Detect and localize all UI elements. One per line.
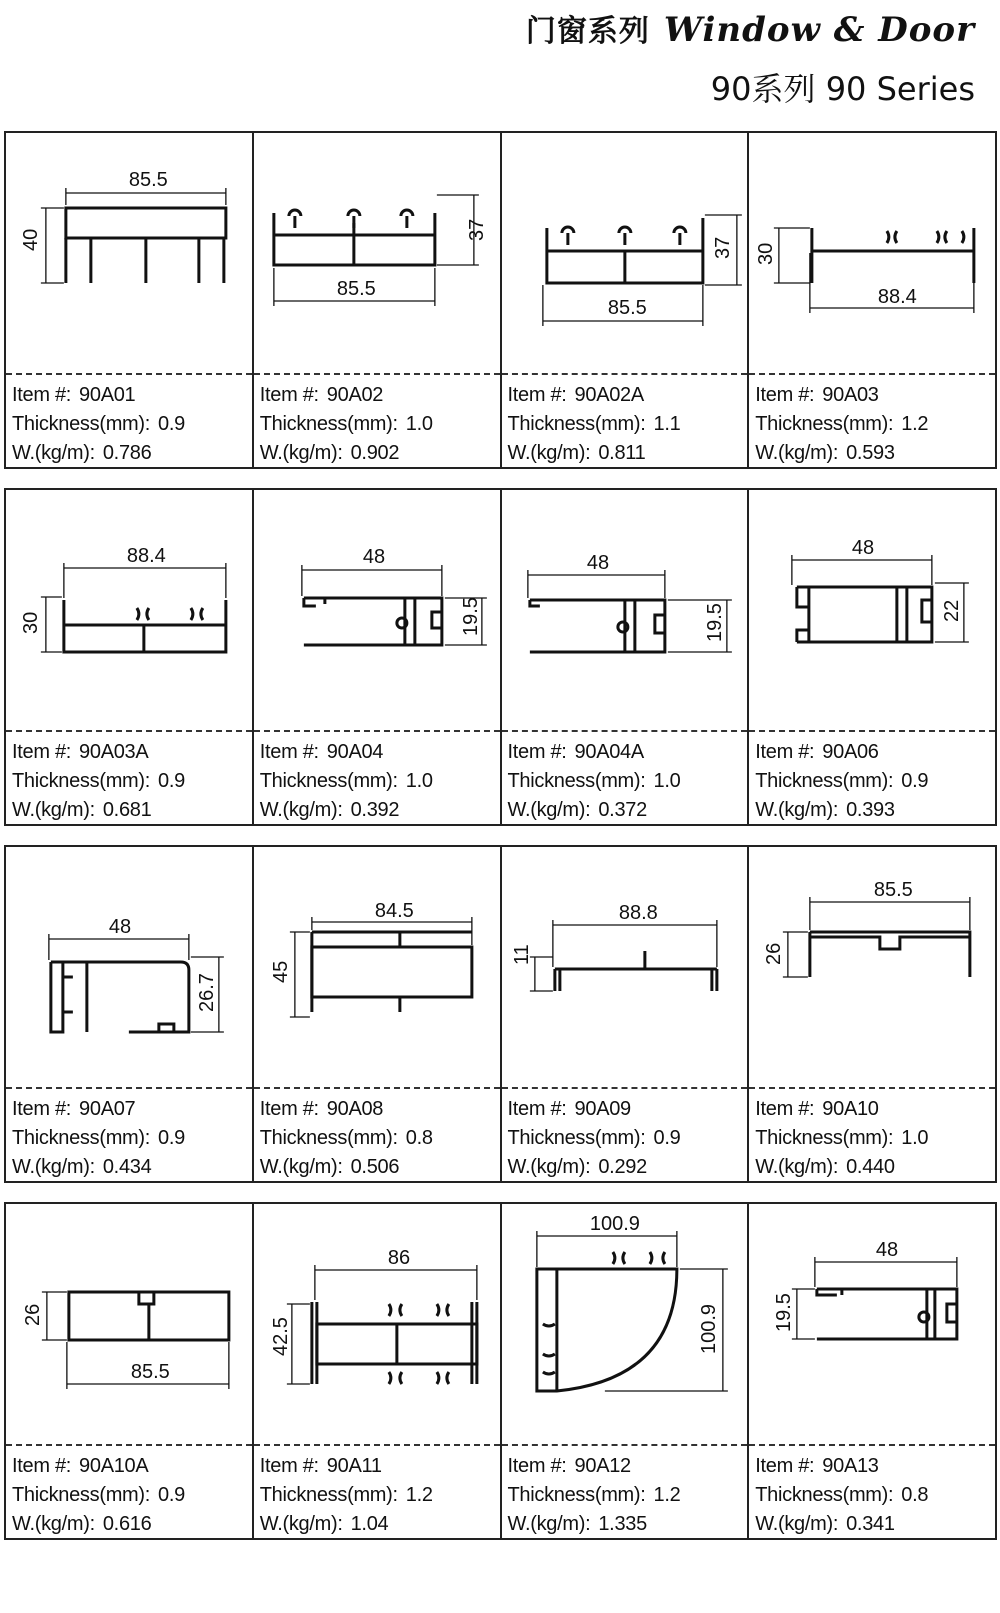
thickness-label: Thickness(mm): — [507, 1127, 646, 1149]
item-label: Item #: — [259, 741, 319, 763]
item-info — [260, 381, 433, 468]
item-number: 90A02 — [326, 384, 384, 406]
dimension-height: 30 — [19, 611, 42, 634]
item-number: 90A11 — [326, 1455, 382, 1477]
weight-value: 0.681 — [102, 799, 152, 821]
item-number: 90A09 — [574, 1098, 631, 1120]
catalog-cell — [749, 847, 995, 1181]
divider — [749, 1087, 995, 1089]
divider — [749, 373, 995, 375]
catalog-cell — [254, 847, 502, 1181]
dimension-height: 19.5 — [703, 603, 726, 642]
weight-label: W.(kg/m): — [507, 1513, 591, 1535]
dimension-width: 85.5 — [874, 879, 914, 901]
item-number: 90A10 — [822, 1098, 879, 1120]
weight-value: 0.292 — [598, 1156, 647, 1178]
profile-drawing — [749, 847, 995, 1087]
weight-label: W.(kg/m): — [755, 1513, 839, 1535]
weight-value: 0.434 — [102, 1156, 152, 1178]
dimension-width: 48 — [586, 552, 609, 574]
thickness-label: Thickness(mm): — [507, 413, 646, 435]
item-number: 90A03 — [822, 384, 879, 406]
divider — [6, 373, 252, 375]
profile-drawing — [6, 133, 252, 373]
dimension-width: 85.5 — [336, 278, 376, 300]
item-number: 90A07 — [79, 1098, 136, 1120]
item-number: 90A13 — [822, 1455, 879, 1477]
catalog-cell — [749, 1204, 995, 1538]
thickness-label: Thickness(mm): — [12, 413, 151, 435]
weight-value: 1.04 — [350, 1513, 389, 1535]
thickness-label: Thickness(mm): — [12, 1127, 151, 1149]
dimension-width: 48 — [362, 546, 385, 568]
catalog-cell — [502, 490, 750, 824]
item-label: Item #: — [12, 384, 72, 406]
weight-label: W.(kg/m): — [259, 442, 343, 464]
dimension-width: 48 — [852, 537, 875, 559]
item-label: Item #: — [507, 1098, 567, 1120]
catalog-cell — [6, 847, 254, 1181]
thickness-value: 1.2 — [901, 413, 929, 435]
profile-drawing — [6, 1204, 252, 1444]
dimension-width: 84.5 — [374, 900, 414, 922]
thickness-value: 1.2 — [405, 1484, 433, 1506]
item-label: Item #: — [12, 741, 72, 763]
divider — [502, 1087, 748, 1089]
weight-value: 0.593 — [846, 442, 895, 464]
profile-drawing — [502, 1204, 748, 1444]
thickness-value: 0.9 — [158, 1484, 185, 1506]
item-label: Item #: — [12, 1455, 72, 1477]
thickness-label: Thickness(mm): — [755, 770, 894, 792]
weight-label: W.(kg/m): — [12, 1156, 95, 1178]
item-number: 90A02A — [574, 384, 644, 406]
dimension-width: 88.8 — [618, 902, 658, 924]
weight-value: 0.506 — [350, 1156, 400, 1178]
dimension-width: 100.9 — [589, 1213, 640, 1235]
weight-value: 1.335 — [598, 1513, 647, 1535]
thickness-value: 1.0 — [405, 413, 433, 435]
dimension-height: 37 — [465, 218, 488, 241]
dimension-width: 48 — [876, 1239, 899, 1261]
item-label: Item #: — [755, 1098, 815, 1120]
catalog-cell — [749, 133, 995, 467]
item-label: Item #: — [755, 384, 815, 406]
divider — [254, 1087, 500, 1089]
catalog-row-4 — [4, 1202, 997, 1540]
item-label: Item #: — [259, 1098, 319, 1120]
weight-label: W.(kg/m): — [507, 1156, 591, 1178]
thickness-value: 0.9 — [901, 770, 929, 792]
divider — [749, 1444, 995, 1446]
divider — [749, 730, 995, 732]
catalog-row-3 — [4, 845, 997, 1183]
item-info — [260, 1095, 433, 1182]
item-info — [260, 1452, 433, 1539]
profile-drawing — [502, 490, 748, 730]
weight-value: 0.393 — [846, 799, 895, 821]
item-number: 90A04 — [326, 741, 384, 763]
item-label: Item #: — [507, 384, 567, 406]
item-info — [508, 738, 681, 825]
dimension-height: 19.5 — [773, 1293, 796, 1332]
profile-drawing — [254, 1204, 500, 1444]
item-info — [755, 381, 928, 468]
item-number: 90A03A — [79, 741, 149, 763]
weight-label: W.(kg/m): — [12, 799, 95, 821]
item-number: 90A06 — [822, 741, 879, 763]
thickness-value: 0.9 — [653, 1127, 681, 1149]
weight-label: W.(kg/m): — [507, 799, 591, 821]
thickness-value: 1.0 — [653, 770, 681, 792]
item-number: 90A08 — [326, 1098, 384, 1120]
divider — [254, 1444, 500, 1446]
item-label: Item #: — [259, 384, 319, 406]
dimension-height: 37 — [711, 236, 734, 259]
divider — [6, 1444, 252, 1446]
weight-value: 0.440 — [846, 1156, 895, 1178]
weight-label: W.(kg/m): — [12, 442, 95, 464]
page-subtitle: 90系列 90 Series — [710, 70, 975, 108]
catalog-cell — [502, 133, 750, 467]
thickness-label: Thickness(mm): — [507, 770, 646, 792]
weight-value: 0.392 — [350, 799, 400, 821]
profile-drawing — [749, 1204, 995, 1444]
catalog-cell — [254, 133, 502, 467]
profile-drawing — [254, 847, 500, 1087]
catalog-row-2 — [4, 488, 997, 826]
weight-value: 0.811 — [598, 442, 646, 464]
thickness-value: 0.8 — [405, 1127, 433, 1149]
dimension-height: 19.5 — [459, 597, 482, 636]
thickness-label: Thickness(mm): — [12, 1484, 151, 1506]
dimension-width: 48 — [108, 916, 132, 938]
divider — [6, 730, 252, 732]
item-number: 90A04A — [574, 741, 644, 763]
dimension-width: 85.5 — [128, 169, 168, 191]
catalog-cell — [6, 490, 254, 824]
thickness-value: 1.0 — [405, 770, 433, 792]
catalog-cell — [254, 1204, 502, 1538]
catalog-cell — [749, 490, 995, 824]
dimension-height: 42.5 — [269, 1317, 292, 1356]
thickness-label: Thickness(mm): — [755, 413, 894, 435]
dimension-height: 26 — [763, 942, 786, 965]
item-label: Item #: — [755, 741, 815, 763]
dimension-height: 11 — [510, 944, 533, 965]
thickness-label: Thickness(mm): — [507, 1484, 646, 1506]
thickness-label: Thickness(mm): — [259, 1484, 398, 1506]
dimension-height: 40 — [19, 228, 42, 251]
profile-drawing — [6, 847, 252, 1087]
weight-label: W.(kg/m): — [259, 1513, 343, 1535]
weight-value: 0.341 — [846, 1513, 895, 1535]
weight-label: W.(kg/m): — [755, 442, 839, 464]
item-info — [755, 1452, 928, 1539]
dimension-width: 86 — [387, 1247, 410, 1269]
thickness-label: Thickness(mm): — [12, 770, 151, 792]
catalog-cell — [6, 1204, 254, 1538]
item-info — [508, 1452, 681, 1539]
dimension-height: 45 — [269, 960, 292, 983]
item-info — [260, 738, 433, 825]
weight-value: 0.902 — [350, 442, 400, 464]
thickness-value: 0.9 — [158, 770, 185, 792]
item-info — [755, 738, 928, 825]
divider — [502, 1444, 748, 1446]
catalog-cell — [502, 1204, 750, 1538]
thickness-value: 0.9 — [158, 1127, 185, 1149]
dimension-height: 30 — [755, 242, 778, 265]
item-info — [755, 1095, 928, 1182]
item-info — [508, 381, 681, 468]
thickness-label: Thickness(mm): — [755, 1484, 894, 1506]
thickness-value: 0.9 — [158, 413, 185, 435]
catalog-cell — [6, 133, 254, 467]
weight-label: W.(kg/m): — [259, 1156, 343, 1178]
divider — [254, 730, 500, 732]
dimension-width: 85.5 — [607, 297, 647, 319]
dimension-width: 85.5 — [130, 1361, 170, 1383]
dimension-height: 26 — [21, 1303, 44, 1326]
thickness-label: Thickness(mm): — [259, 413, 398, 435]
profile-drawing — [254, 490, 500, 730]
weight-label: W.(kg/m): — [507, 442, 591, 464]
profile-drawing — [6, 490, 252, 730]
thickness-label: Thickness(mm): — [259, 770, 398, 792]
item-info — [12, 1452, 185, 1539]
divider — [6, 1087, 252, 1089]
thickness-label: Thickness(mm): — [259, 1127, 398, 1149]
catalog-cell — [254, 490, 502, 824]
item-number: 90A01 — [79, 384, 136, 406]
item-label: Item #: — [259, 1455, 319, 1477]
weight-label: W.(kg/m): — [259, 799, 343, 821]
weight-label: W.(kg/m): — [755, 799, 839, 821]
weight-label: W.(kg/m): — [755, 1156, 839, 1178]
item-label: Item #: — [507, 741, 567, 763]
thickness-label: Thickness(mm): — [755, 1127, 894, 1149]
catalog-row-1 — [4, 131, 997, 469]
item-info — [508, 1095, 681, 1182]
profile-drawing — [502, 133, 748, 373]
catalog-cell — [502, 847, 750, 1181]
thickness-value: 1.1 — [653, 413, 681, 435]
thickness-value: 1.2 — [653, 1484, 681, 1506]
profile-drawing — [749, 490, 995, 730]
weight-label: W.(kg/m): — [12, 1513, 95, 1535]
item-info — [12, 1095, 185, 1182]
page-title — [526, 6, 975, 50]
weight-value: 0.372 — [598, 799, 647, 821]
profile-drawing — [502, 847, 748, 1087]
dimension-height: 26.7 — [195, 973, 218, 1012]
profile-drawing — [254, 133, 500, 373]
item-info — [12, 738, 185, 825]
item-label: Item #: — [507, 1455, 567, 1477]
dimension-width: 88.4 — [878, 286, 918, 308]
profile-drawing — [749, 133, 995, 373]
divider — [502, 373, 748, 375]
divider — [254, 373, 500, 375]
dimension-height: 22 — [941, 599, 964, 622]
thickness-value: 0.8 — [901, 1484, 929, 1506]
thickness-value: 1.0 — [901, 1127, 929, 1149]
title-cn: 门窗系列 — [525, 14, 650, 49]
item-info — [12, 381, 185, 468]
dimension-width: 88.4 — [126, 545, 166, 567]
title-en: Window & Door — [663, 10, 975, 50]
item-number: 90A12 — [574, 1455, 631, 1477]
dimension-height: 100.9 — [697, 1303, 720, 1354]
item-number: 90A10A — [79, 1455, 149, 1477]
weight-value: 0.786 — [102, 442, 152, 464]
item-label: Item #: — [12, 1098, 72, 1120]
item-label: Item #: — [755, 1455, 815, 1477]
weight-value: 0.616 — [102, 1513, 152, 1535]
divider — [502, 730, 748, 732]
